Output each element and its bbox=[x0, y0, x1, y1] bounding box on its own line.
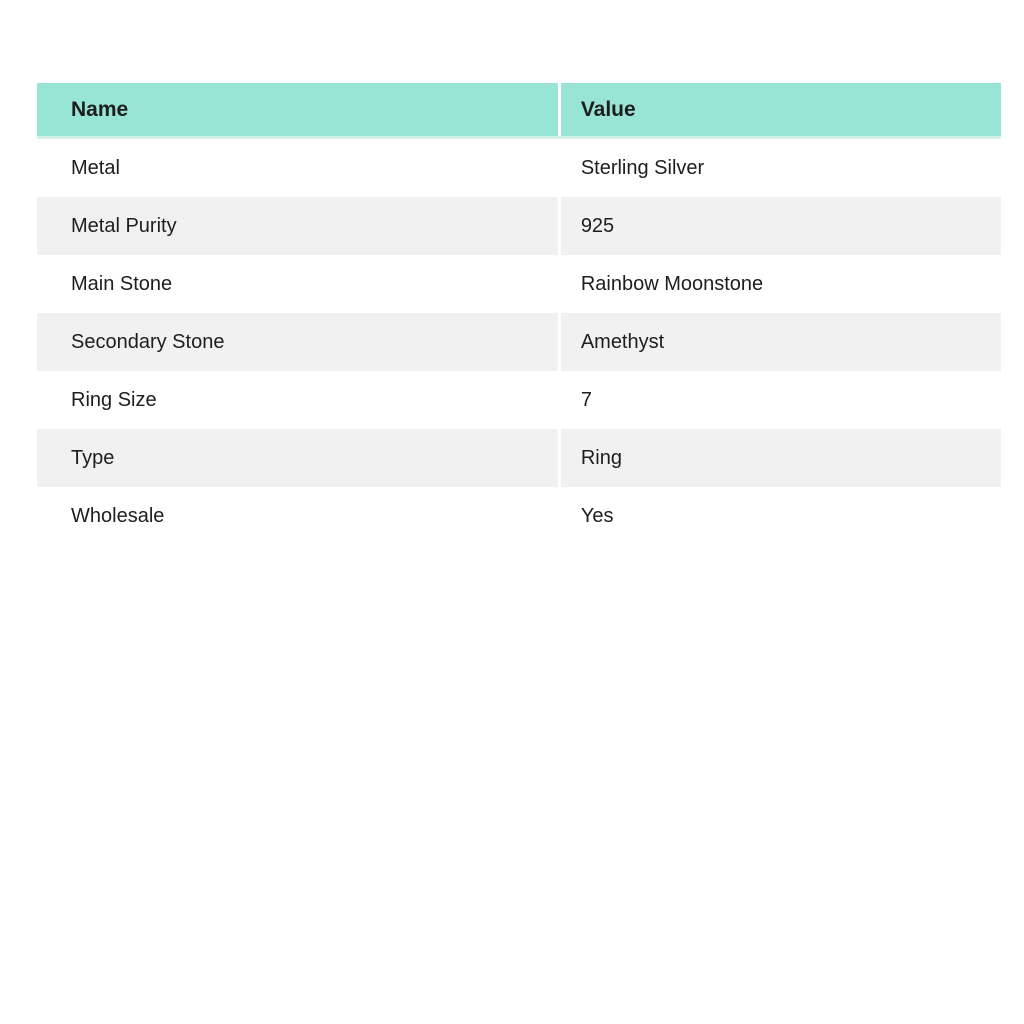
column-header-name: Name bbox=[37, 83, 559, 138]
attribute-value-cell: Yes bbox=[559, 487, 1001, 545]
attribute-value-cell: Rainbow Moonstone bbox=[559, 255, 1001, 313]
table-row bbox=[37, 487, 1001, 545]
attribute-name-cell: Type bbox=[37, 429, 559, 487]
header-row bbox=[37, 83, 1001, 138]
attribute-name-cell: Secondary Stone bbox=[37, 313, 559, 371]
attribute-value-cell: 7 bbox=[559, 371, 1001, 429]
attribute-name-cell: Metal bbox=[37, 138, 559, 198]
attribute-name-cell: Metal Purity bbox=[37, 197, 559, 255]
attribute-value-cell: Sterling Silver bbox=[559, 138, 1001, 198]
attributes-table bbox=[37, 83, 1001, 545]
attribute-value-cell: Amethyst bbox=[559, 313, 1001, 371]
attribute-value-cell: 925 bbox=[559, 197, 1001, 255]
attribute-value-cell: Ring bbox=[559, 429, 1001, 487]
table-row bbox=[37, 197, 1001, 255]
attribute-name-cell: Main Stone bbox=[37, 255, 559, 313]
table-row bbox=[37, 138, 1001, 198]
column-header-value: Value bbox=[559, 83, 1001, 138]
table-row bbox=[37, 371, 1001, 429]
table-row bbox=[37, 429, 1001, 487]
attribute-name-cell: Wholesale bbox=[37, 487, 559, 545]
attributes-table-container bbox=[37, 83, 1001, 545]
table-row bbox=[37, 255, 1001, 313]
table-row bbox=[37, 313, 1001, 371]
attribute-name-cell: Ring Size bbox=[37, 371, 559, 429]
